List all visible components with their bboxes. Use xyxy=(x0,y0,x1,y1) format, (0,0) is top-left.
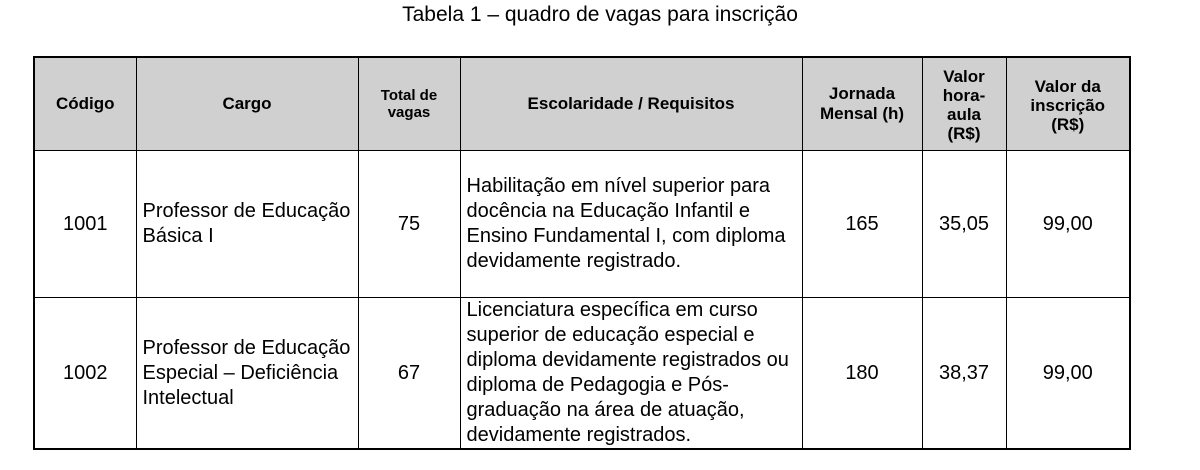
header-valor-hora-aula: Valor hora-aula (R$) xyxy=(922,57,1006,151)
cell-cargo: Professor de Educação Básica I xyxy=(136,151,358,298)
cell-codigo: 1001 xyxy=(34,151,136,298)
header-jornada: Jornada Mensal (h) xyxy=(802,57,922,151)
cell-valor-hora-aula: 35,05 xyxy=(922,151,1006,298)
header-cargo: Cargo xyxy=(136,57,358,151)
vacancy-table xyxy=(33,56,1131,450)
cell-total-vagas: 67 xyxy=(358,298,460,450)
table-caption: Tabela 1 – quadro de vagas para inscrição xyxy=(402,3,798,26)
cell-total-vagas: 75 xyxy=(358,151,460,298)
cell-codigo: 1002 xyxy=(34,298,136,450)
cell-valor-inscricao: 99,00 xyxy=(1006,151,1130,298)
cell-jornada: 180 xyxy=(802,298,922,450)
cell-valor-inscricao: 99,00 xyxy=(1006,298,1130,450)
header-codigo: Código xyxy=(34,57,136,151)
cell-escolaridade: Habilitação em nível superior para docência na Educação Infantil e Ensino Fundamental I, com diploma devidamente registrado. xyxy=(460,151,802,298)
cell-cargo: Professor de Educação Especial – Deficiência Intelectual xyxy=(136,298,358,450)
header-valor-inscricao: Valor da inscrição (R$) xyxy=(1006,57,1130,151)
cell-valor-hora-aula: 38,37 xyxy=(922,298,1006,450)
table-row xyxy=(34,298,1130,450)
header-total-vagas: Total de vagas xyxy=(358,57,460,151)
cell-jornada: 165 xyxy=(802,151,922,298)
table-header-row xyxy=(34,57,1130,151)
header-escolaridade: Escolaridade / Requisitos xyxy=(460,57,802,151)
cell-escolaridade: Licenciatura específica em curso superior de educação especial e diploma devidamente registrados ou diploma de Pedagogia e Pós-graduação na área de atuação, devidamente registrados. xyxy=(460,298,802,450)
table-row xyxy=(34,151,1130,298)
